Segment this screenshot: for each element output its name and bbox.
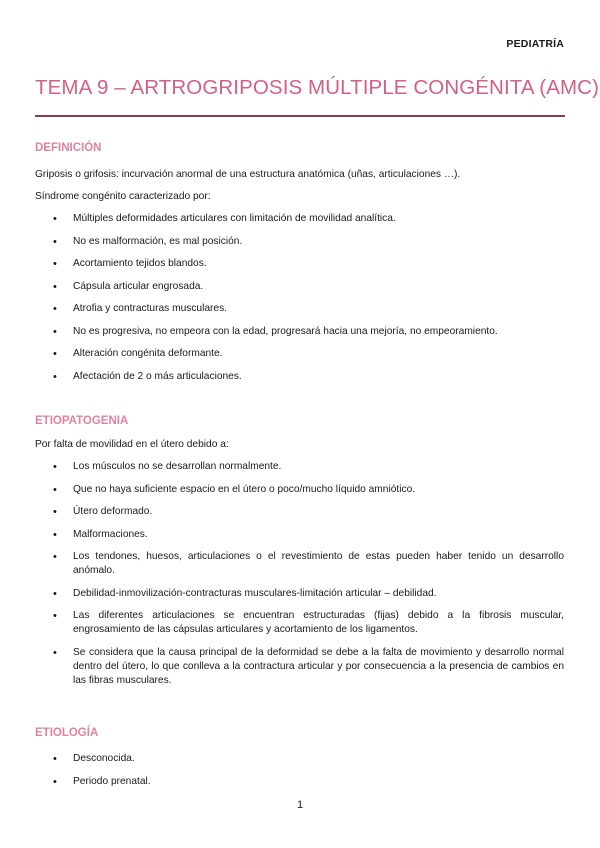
section-heading-etiopatogenia: ETIOPATOGENIA xyxy=(35,415,129,427)
list-item: • No es malformación, es mal posición. xyxy=(35,235,564,249)
list-item: • Malformaciones. xyxy=(35,528,564,542)
etiopatogenia-paragraph-1: Por falta de movilidad en el útero debido a: xyxy=(35,439,229,450)
etiologia-list xyxy=(35,752,564,789)
list-item: • Periodo prenatal. xyxy=(35,775,564,789)
section-heading-etiologia: ETIOLOGÍA xyxy=(35,727,99,739)
list-item: • Los tendones, huesos, articulaciones o el revestimiento de estas pueden haber tenido un desarrollo anómalo. xyxy=(35,550,564,578)
list-item: • Que no haya suficiente espacio en el útero o poco/mucho líquido amniótico. xyxy=(35,483,564,497)
section-definicion xyxy=(35,141,564,384)
list-item: • Desconocida. xyxy=(35,752,564,766)
list-item: • Atrofia y contracturas musculares. xyxy=(35,302,564,316)
definicion-list xyxy=(35,212,564,384)
page-number: 1 xyxy=(296,799,304,811)
list-item: • Los músculos no se desarrollan normalmente. xyxy=(35,460,564,474)
page-title: TEMA 9 – ARTROGRIPOSIS MÚLTIPLE CONGÉNITA (AMC) xyxy=(35,76,599,99)
definicion-paragraph-1: Griposis o grifosis: incurvación anormal de una estructura anatómica (uñas, articulaciones …). xyxy=(35,169,461,180)
list-item: • Afectación de 2 o más articulaciones. xyxy=(35,370,564,384)
list-item: • Debilidad-inmovilización-contracturas musculares-limitación articular – debilidad. xyxy=(35,587,564,601)
definicion-paragraph-2: Síndrome congénito caracterizado por: xyxy=(35,191,211,202)
list-item: • Acortamiento tejidos blandos. xyxy=(35,257,564,271)
list-item: • Cápsula articular engrosada. xyxy=(35,280,564,294)
list-item: • Alteración congénita deformante. xyxy=(35,347,564,361)
list-item: • Múltiples deformidades articulares con limitación de movilidad analítica. xyxy=(35,212,564,226)
list-item: • Las diferentes articulaciones se encuentran estructuradas (fijas) debido a la fibrosis muscular, engrosamiento de las cápsulas articulares y acortamiento de los ligamentos. xyxy=(35,609,564,637)
section-heading-definicion: DEFINICIÓN xyxy=(35,142,102,154)
section-etiopatogenia xyxy=(35,414,564,688)
section-etiologia xyxy=(35,726,564,789)
title-divider xyxy=(35,115,565,117)
list-item: • No es progresiva, no empeora con la edad, progresará hacia una mejoría, no empeoramiento. xyxy=(35,325,564,339)
list-item: • Se considera que la causa principal de la deformidad se debe a la falta de movimiento y desarrollo normal dentro del útero, lo que conlleva a la contractura articular y por consecuencia a la presencia de cambios en las fibras musculares. xyxy=(35,646,564,688)
etiopatogenia-list xyxy=(35,460,564,688)
list-item: • Útero deformado. xyxy=(35,505,564,519)
header-subject: PEDIATRÍA xyxy=(506,38,564,50)
